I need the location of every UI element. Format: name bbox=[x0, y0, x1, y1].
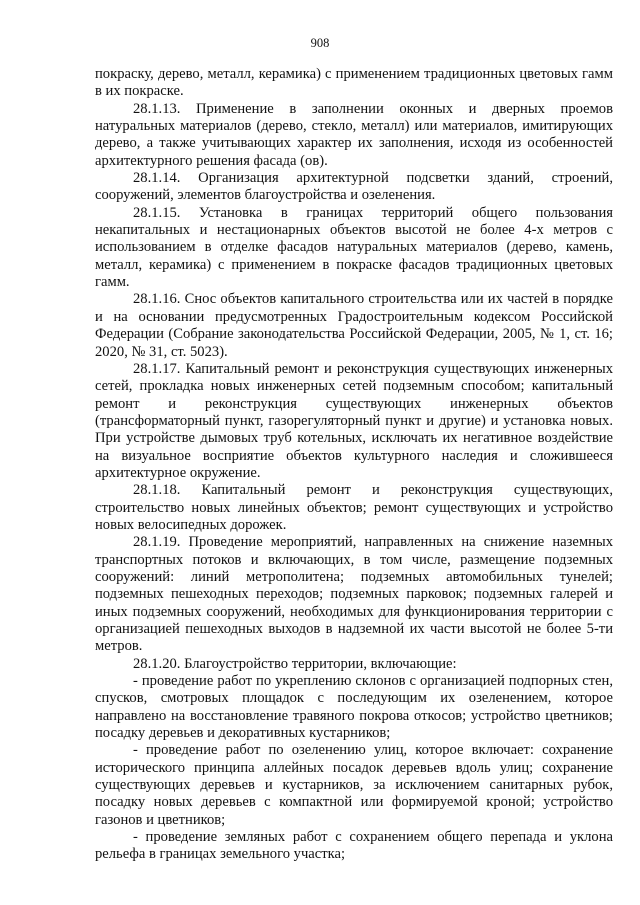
paragraph-28-1-19: 28.1.19. Проведение мероприятий, направленных на снижение наземных транспортных потоков и включающих, в том числе, размещение подземных сооружений: линий метрополитена; подземных автомобильных тунелей; подземных пешеходных переходов; подземных парковок; подземных галерей и иных подземных сооружений, необходимых для функционирования территории с организацией пешеходных выходов в надземной их части высотой не более 5-ти метров. bbox=[95, 534, 613, 655]
paragraph-continuation: покраску, дерево, металл, керамика) с применением традиционных цветовых гамм в их покраске. bbox=[95, 66, 613, 100]
paragraph-28-1-14: 28.1.14. Организация архитектурной подсветки зданий, строений, сооружений, элементов благоустройства и озеленения. bbox=[95, 170, 613, 204]
paragraph-28-1-18: 28.1.18. Капитальный ремонт и реконструкция существующих, строительство новых линейных объектов; ремонт существующих и устройство новых велосипедных дорожек. bbox=[95, 482, 613, 533]
list-item-greening: - проведение работ по озеленению улиц, которое включает: сохранение исторического принципа аллейных посадок деревьев вдоль улиц; сохранение существующих деревьев и кустарников, за исключением санитарных рубок, посадку новых деревьев с компактной или формируемой кроной; устройство газонов и цветников; bbox=[95, 742, 613, 828]
paragraph-28-1-20: 28.1.20. Благоустройство территории, включающие: bbox=[133, 655, 457, 672]
paragraph-28-1-15: 28.1.15. Установка в границах территорий общего пользования некапитальных и нестационарных объектов высотой не более 4-х метров с использованием в отделке фасадов натуральных материалов (дерево, камень, металл, керамика) с применением в покраске фасадов традиционных цветовых гамм. bbox=[95, 204, 613, 291]
paragraph-28-1-16: 28.1.16. Снос объектов капитального строительства или их частей в порядке и на основании предусмотренных Градостроительным кодексом Российской Федерации (Собрание законодательства Российской Федерации, 2005, № 1, ст. 16; 2020, № 31, ст. 5023). bbox=[95, 291, 613, 360]
paragraph-28-1-17: 28.1.17. Капитальный ремонт и реконструкция существующих инженерных сетей, прокладка новых инженерных сетей подземным способом; капитальный ремонт и реконструкция существующих инженерных объектов (трансформаторный пункт, газорегуляторный пункт и другие) и установка новых. При устройстве дымовых труб котельных, исключать их негативное воздействие на визуальное восприятие объектов культурного наследия и сложившееся архитектурное окружение. bbox=[95, 360, 613, 481]
paragraph-28-1-13: 28.1.13. Применение в заполнении оконных и дверных проемов натуральных материалов (дерево, стекло, металл) или материалов, имитирующих дерево, а также учитывающих характер их заполнения, исходя из особенностей архитектурного решения фасада (ов). bbox=[95, 100, 613, 169]
list-item-earthworks: - проведение земляных работ с сохранением общего перепада и уклона рельефа в границах земельного участка; bbox=[95, 829, 613, 863]
document-body bbox=[95, 66, 613, 864]
page-number: 908 bbox=[310, 36, 330, 50]
list-item-slopes: - проведение работ по укреплению склонов с организацией подпорных стен, спусков, смотровых площадок с последующим их озеленением, которое направлено на восстановление травяного покрова откосов; устройство цветников; посадку деревьев и декоративных кустарников; bbox=[95, 673, 613, 742]
